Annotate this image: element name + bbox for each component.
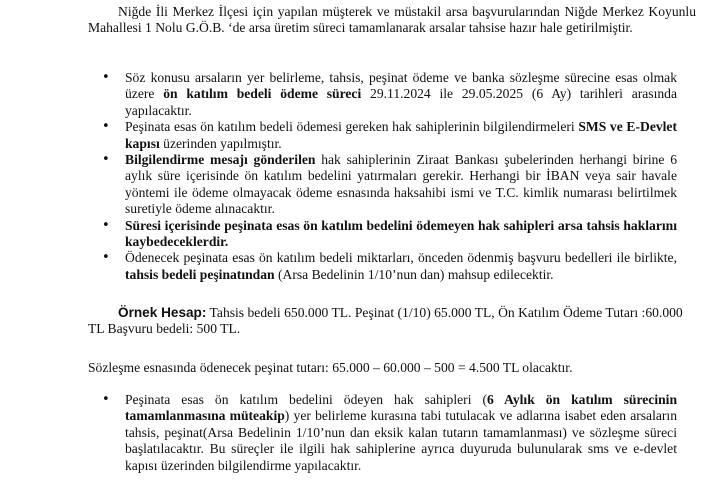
process-bullet-list <box>0 392 720 474</box>
intro-paragraph: Niğde İli Merkez İlçesi için yapılan müşterek ve müstakil arsa başvurularından Niğde Merkez Koyunlu Mahallesi 1 Nolu G.Ö.B. ‘de arsa üretim süreci tamamlanarak arsalar tahsise hazır hale getirilmiştir. <box>88 4 696 36</box>
example-text: Tahsis bedeli 650.000 TL. Peşinat (1/10) 65.000 TL, Ön Katılım Ödeme Tutarı :60.000 TL Başvuru bedeli: 500 TL. <box>88 305 683 337</box>
info-bullet-list <box>0 70 720 283</box>
payment-summary: Sözleşme esnasında ödenecek peşinat tutarı: 65.000 – 60.000 – 500 = 4.500 TL olacaktır. <box>88 360 573 375</box>
bullet-deadline-warning: • Süresi içerisinde peşinata esas ön katılım bedelini ödemeyen hak sahipleri arsa tahsis haklarını kaybedeceklerdir. <box>0 218 677 251</box>
example-label: Örnek Hesap: <box>118 305 207 320</box>
bullet-payment-period: • Söz konusu arsaların yer belirleme, tahsis, peşinat ödeme ve banka sözleşme sürecine esas olmak üzere ön katılım bedeli ödeme süreci 29.11.2024 ile 29.05.2025 (6 Ay) tarihleri arasında yapılacaktır. <box>0 70 677 119</box>
bullet-notification-channels: • Peşinata esas ön katılım bedeli ödemesi gereken hak sahiplerinin bilgilendirmeleri SMS ve E-Devlet kapısı üzerinden yapılmıştır. <box>0 119 677 152</box>
bullet-lottery-process: • Peşinata esas ön katılım bedelini ödeyen hak sahipleri (6 Aylık ön katılım sürecinin tamamlanmasına müteakip) yer belirleme kurasına tabi tutulacak ve adlarına isabet eden arsaların tahsis, peşinat(Arsa Bedelinin 1/10’nun dan eksik kalan tutarın tamamlanması) ve sözleşme süreci başlatılacaktır. Bu süreçler ile ilgili hak sahiplerine ayrıca duyuruda bulunularak sms ve e-devlet kapısı üzerinden bilgilendirme yapılacaktır. <box>0 392 677 474</box>
example-calculation <box>88 305 698 338</box>
bullet-bank-payment: • Bilgilendirme mesajı gönderilen hak sahiplerinin Ziraat Bankası şubelerinden herhangi birine 6 aylık süre içerisinde ön katılım bedelini yatırmaları gerekir. Herhangi bir İBAN veya sair havale yöntemi ile ödeme olmayacak ödeme esnasında haksahibi ismi ve T.C. kimlik numarası belirtilmek suretiyle ödeme alınacaktır. <box>0 152 677 218</box>
bullet-deduction: • Ödenecek peşinata esas ön katılım bedeli miktarları, önceden ödenmiş başvuru bedelleri ile birlikte, tahsis bedeli peşinatından (Arsa Bedelinin 1/10’nun dan) mahsup edilecektir. <box>0 250 677 283</box>
